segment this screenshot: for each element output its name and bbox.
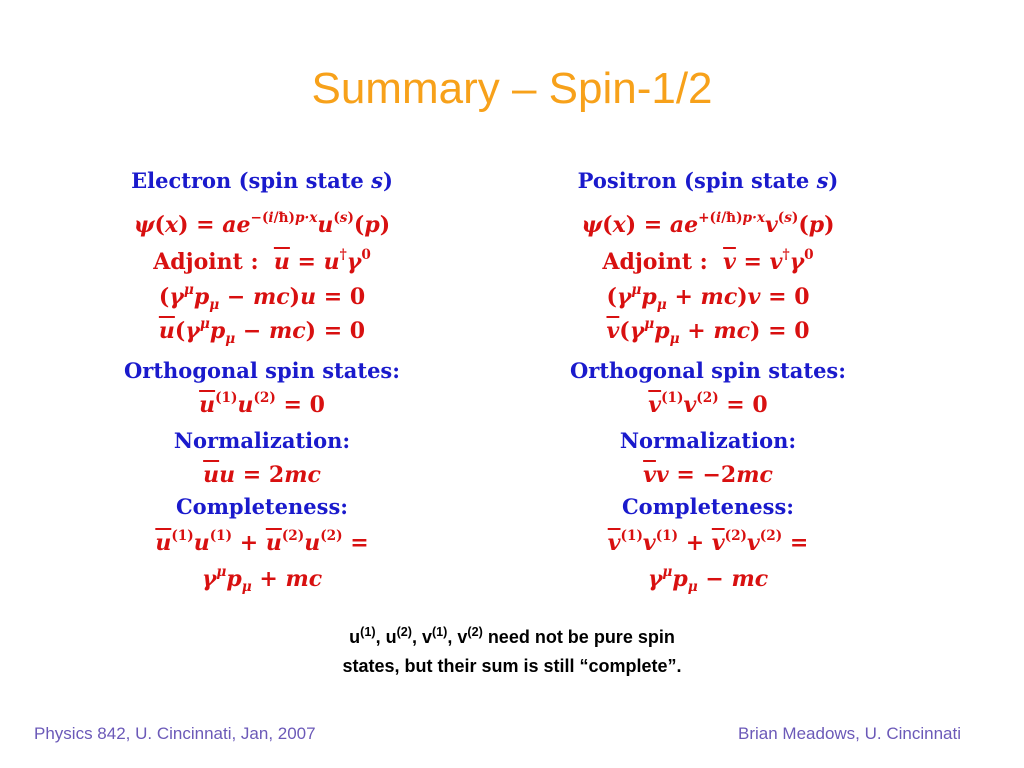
completeness-note — [0, 623, 1024, 681]
positron-heading: Positron (spin state s) — [577, 168, 839, 193]
slide-title: Summary – Spin-1/2 — [311, 64, 713, 113]
electron-adjoint: Adjoint : $\overline{u} = u^\dagger\gamma^0$ — [153, 246, 371, 275]
electron-dirac-eq: $(\gamma^\mu p_\mu - mc)u = 0$ — [158, 281, 366, 313]
positron-wavefunction: $\psi(x) = ae^{+(i/ħ)p\cdot x}v^{(s)}(p)$ — [581, 209, 835, 238]
electron-completeness-eq2: $\gamma^\mu p_\mu$ + mc — [201, 563, 323, 595]
footer-author: Brian Meadows, U. Cincinnati — [738, 724, 961, 743]
positron-adjoint: Adjoint : $\overline{v} = v^\dagger\gamma^0$ — [602, 246, 814, 275]
electron-completeness-heading: Completeness: — [175, 494, 349, 519]
electron-heading: Electron (spin state s) — [131, 168, 393, 193]
note-line-1: $u^{(1)}$, $u^{(2)}$, $v^{(1)}$, $v^{(2)}$ need not be pure spin — [349, 625, 675, 647]
electron-wavefunction: $\psi(x) = ae^{-(i/ħ)p\cdot x}u^{(s)}(p)$ — [133, 209, 391, 238]
positron-completeness-heading: Completeness: — [621, 494, 795, 519]
electron-normalization-eq: $\overline{u}u = 2mc$ — [203, 462, 321, 488]
footer-course: Physics 842, U. Cincinnati, Jan, 2007 — [34, 724, 316, 743]
positron-adjoint-dirac-eq: $\overline{v}(\gamma^\mu p_\mu + mc) = 0$ — [606, 315, 810, 347]
positron-normalization-heading: Normalization: — [619, 428, 797, 453]
positron-dirac-eq: $(\gamma^\mu p_\mu + mc)v = 0$ — [606, 281, 810, 313]
electron-completeness-eq1: $\overline{u}^{(1)}u^{(1)} + \overline{u}^{(2)}u^{(2)}$ = — [155, 527, 369, 556]
note-line-2: states, but their sum is still “complete”. — [342, 656, 682, 676]
electron-normalization-heading: Normalization: — [173, 428, 351, 453]
note-line-1-rest: need not be pure spin — [482, 627, 675, 647]
positron-completeness-eq1: $\overline{v}^{(1)}v^{(1)} + \overline{v}^{(2)}v^{(2)}$ = — [607, 527, 809, 556]
positron-orthogonal-heading: Orthogonal spin states: — [569, 358, 846, 383]
electron-orthogonal-heading: Orthogonal spin states: — [123, 358, 400, 383]
electron-orthogonal-eq: $\overline{u}^{(1)}u^{(2)} = 0$ — [199, 389, 325, 418]
electron-adjoint-dirac-eq: $\overline{u}(\gamma^\mu p_\mu - mc) = 0$ — [158, 315, 366, 347]
positron-completeness-eq2: $\gamma^\mu p_\mu$ − mc — [647, 563, 769, 595]
positron-orthogonal-eq: $\overline{v}^{(1)}v^{(2)} = 0$ — [648, 389, 768, 418]
positron-normalization-eq: $\overline{v}v = -2mc$ — [643, 462, 773, 488]
